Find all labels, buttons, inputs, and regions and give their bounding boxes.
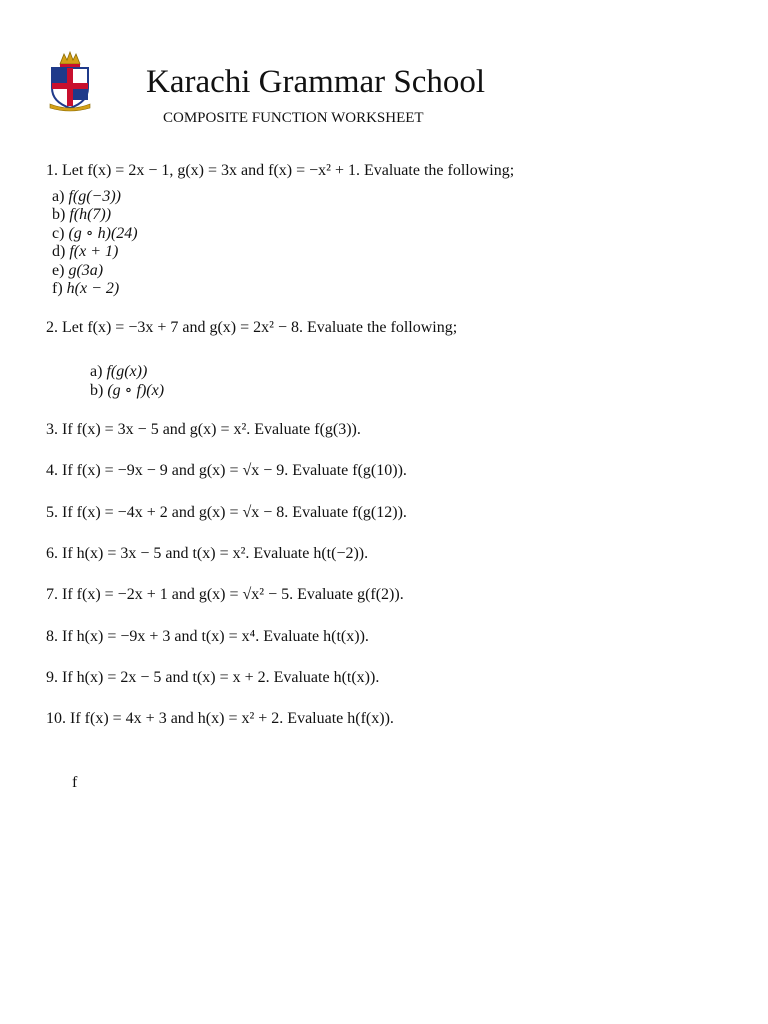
part-expression: f(x + 1) xyxy=(69,243,119,260)
question-number: 5. xyxy=(46,504,58,521)
list-item xyxy=(90,381,164,401)
question-number: 1. xyxy=(46,162,58,179)
question-number: 3. xyxy=(46,421,58,438)
question-text: Let f(x) = −3x + 7 and g(x) = 2x² − 8. Evaluate the following; xyxy=(62,319,458,336)
part-expression: g(3a) xyxy=(68,262,104,279)
question-text: Let f(x) = 2x − 1, g(x) = 3x and f(x) = −x² + 1. Evaluate the following; xyxy=(62,162,515,179)
question-text: If h(x) = −9x + 3 and t(x) = x⁴. Evaluate h(t(x)). xyxy=(62,628,369,645)
question-9 xyxy=(46,668,379,688)
question-7 xyxy=(46,585,404,605)
question-number: 9. xyxy=(46,669,58,686)
part-label: b) xyxy=(52,206,66,223)
list-item xyxy=(52,205,111,225)
question-10 xyxy=(46,709,394,729)
school-crest-icon xyxy=(46,50,94,112)
part-label: f) xyxy=(52,280,63,297)
question-3 xyxy=(46,420,361,440)
question-number: 6. xyxy=(46,545,58,562)
question-text: If h(x) = 3x − 5 and t(x) = x². Evaluate h(t(−2)). xyxy=(62,545,369,562)
part-expression: h(x − 2) xyxy=(66,280,120,297)
question-number: 4. xyxy=(46,462,58,479)
list-item xyxy=(52,187,121,207)
part-label: b) xyxy=(90,382,104,399)
question-text: If h(x) = 2x − 5 and t(x) = x + 2. Evaluate h(t(x)). xyxy=(62,669,380,686)
question-6 xyxy=(46,544,368,564)
question-4 xyxy=(46,461,407,481)
stray-text: f xyxy=(72,774,78,791)
part-label: c) xyxy=(52,225,65,242)
question-text: If f(x) = 3x − 5 and g(x) = x². Evaluate f(g(3)). xyxy=(62,421,361,438)
list-item xyxy=(52,224,138,244)
question-2 xyxy=(46,318,457,338)
list-item xyxy=(52,261,103,281)
part-label: a) xyxy=(52,188,65,205)
question-number: 2. xyxy=(46,319,58,336)
part-expression: f(g(x)) xyxy=(106,363,148,380)
list-item xyxy=(52,242,118,262)
question-number: 10. xyxy=(46,710,66,727)
part-expression: (g ∘ h)(24) xyxy=(68,225,138,242)
question-text: If f(x) = −2x + 1 and g(x) = √x² − 5. Evaluate g(f(2)). xyxy=(62,586,404,603)
question-number: 7. xyxy=(46,586,58,603)
part-label: e) xyxy=(52,262,65,279)
part-label: d) xyxy=(52,243,66,260)
list-item xyxy=(90,362,147,382)
list-item xyxy=(52,279,119,299)
question-text: If f(x) = −9x − 9 and g(x) = √x − 9. Evaluate f(g(10)). xyxy=(62,462,407,479)
question-text: If f(x) = −4x + 2 and g(x) = √x − 8. Evaluate f(g(12)). xyxy=(62,504,407,521)
question-8 xyxy=(46,627,369,647)
question-1 xyxy=(46,161,514,181)
part-expression: (g ∘ f)(x) xyxy=(107,382,165,399)
part-label: a) xyxy=(90,363,103,380)
question-5 xyxy=(46,503,407,523)
worksheet-title: COMPOSITE FUNCTION WORKSHEET xyxy=(163,110,424,126)
question-number: 8. xyxy=(46,628,58,645)
part-expression: f(h(7)) xyxy=(69,206,112,223)
question-text: If f(x) = 4x + 3 and h(x) = x² + 2. Evaluate h(f(x)). xyxy=(70,710,394,727)
part-expression: f(g(−3)) xyxy=(68,188,121,205)
school-name: Karachi Grammar School xyxy=(146,64,486,100)
